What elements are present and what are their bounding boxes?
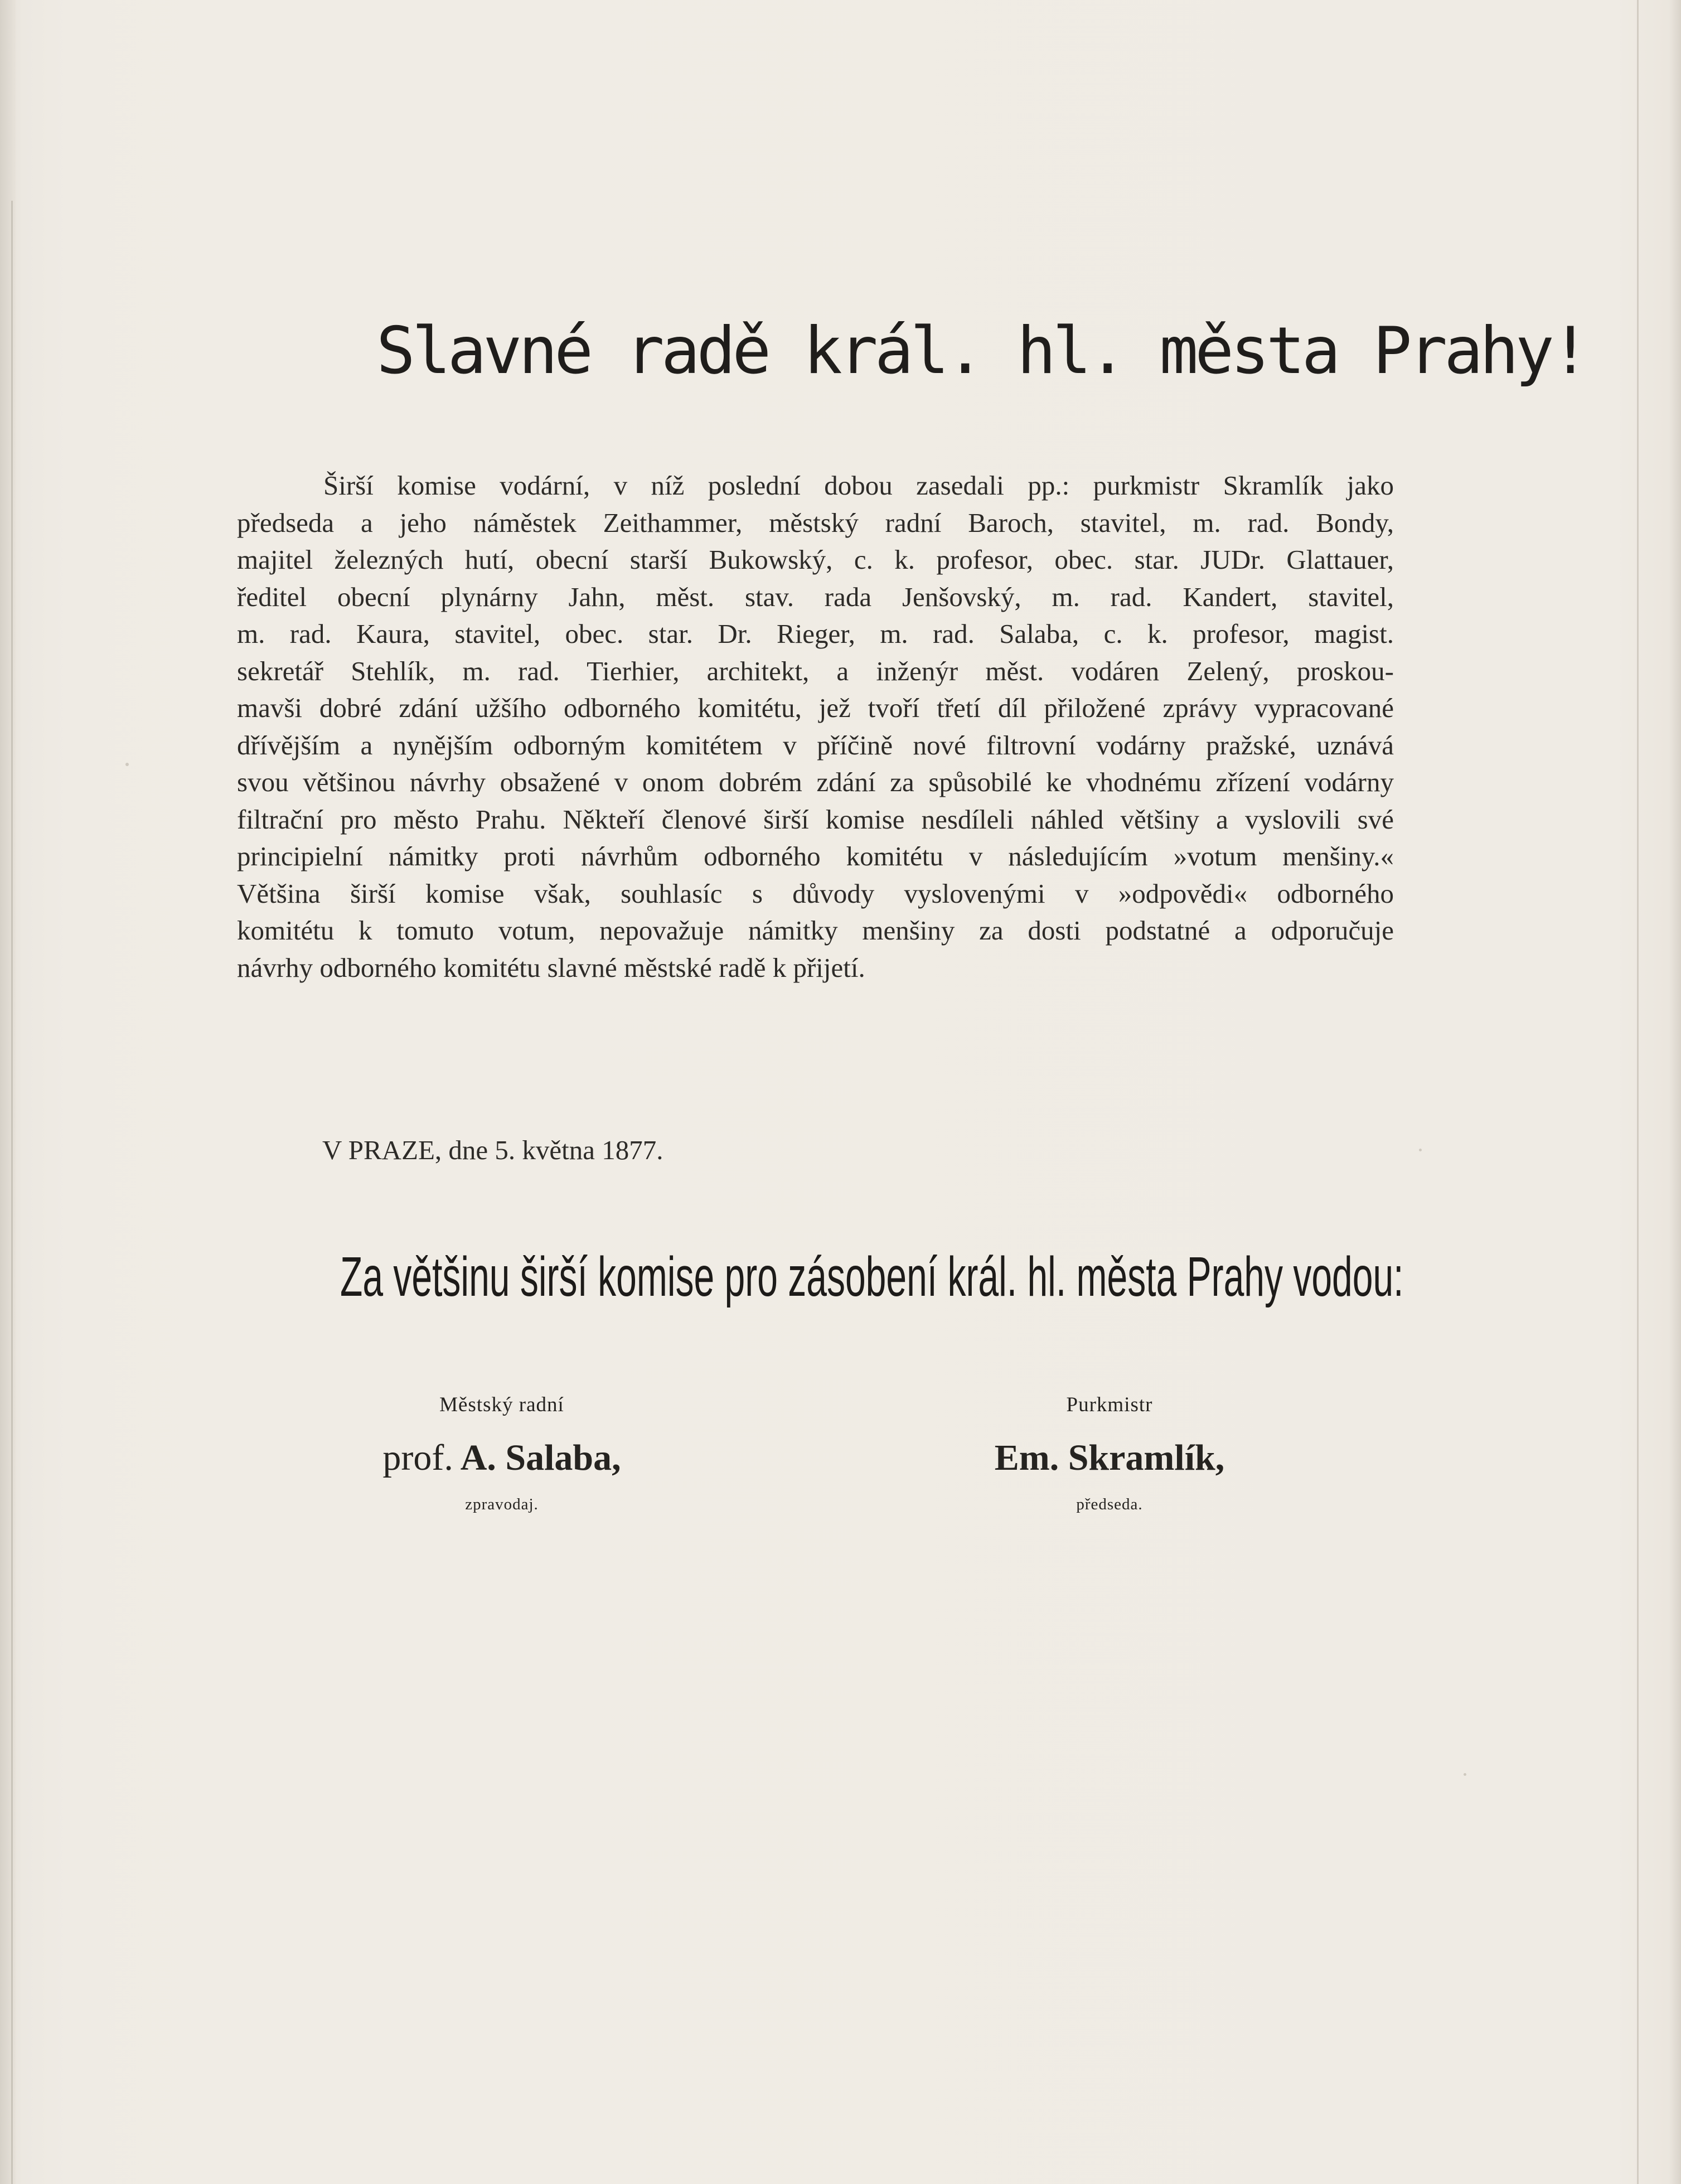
body-line: majitel železných hutí, obecní starší Bukowský, c. k. profesor, obec. star. JUDr. Glattauer,: [237, 544, 1394, 575]
signatory-title-prefix: prof.: [382, 1437, 453, 1478]
paper-speck: [1464, 1773, 1466, 1776]
date-line: V PRAZE, dne 5. května 1877.: [322, 1135, 663, 1165]
signature-block-right: [965, 1388, 1254, 1515]
committee-heading: Za většinu širší komise pro zásobení král. hl. města Prahy vodou:: [340, 1246, 1404, 1308]
body-line: dřívějším a nynějším odborným komitétem v příčině nové filtrovní vodárny pražské, uznává: [237, 729, 1394, 761]
signatory-name-text: A. Salaba,: [460, 1437, 621, 1478]
body-line: Širší komise vodární, v níž poslední dobou zasedali pp.: purkmistr Skramlík jako: [323, 470, 1394, 501]
signatory-function: zpravodaj.: [465, 1495, 539, 1513]
body-line: sekretář Stehlík, m. rad. Tierhier, architekt, a inženýr měst. vodáren Zelený, proskou-: [237, 655, 1394, 686]
body-line: principielní námitky proti návrhům odborného komitétu v následujícím »votum menšiny.«: [237, 841, 1394, 871]
body-line: ředitel obecní plynárny Jahn, měst. stav. rada Jenšovský, m. rad. Kandert, stavitel,: [237, 581, 1394, 612]
signatory-name: [357, 1427, 647, 1489]
body-line: m. rad. Kaura, stavitel, obec. star. Dr. Rieger, m. rad. Salaba, c. k. profesor, magist.: [237, 618, 1394, 649]
page-right-edge: [1669, 0, 1681, 2184]
body-line: předseda a jeho náměstek Zeithammer, městský radní Baroch, stavitel, m. rad. Bondy,: [237, 507, 1394, 538]
paper-speck: [1419, 1149, 1422, 1151]
binding-shadow-line: [11, 201, 13, 2184]
body-line: mavši dobré zdání užšího odborného komitétu, jež tvoří třetí díl přiložené zprávy vypracované: [237, 693, 1394, 723]
signatory-role: Městský radní: [439, 1393, 564, 1416]
signatory-function: předseda.: [1076, 1495, 1143, 1513]
page-fold-line: [1637, 0, 1639, 2184]
body-line: komitétu k tomuto votum, nepovažuje námitky menšiny za dosti podstatné a odporučuje: [237, 915, 1394, 946]
page-binding-edge: [0, 0, 16, 2184]
signature-block-left: [357, 1388, 647, 1515]
signatory-role: Purkmistr: [1066, 1393, 1153, 1416]
paper-speck: [125, 763, 129, 766]
signatory-name: Em. Skramlík,: [994, 1437, 1225, 1478]
body-line: návrhy odborného komitétu slavné městské radě k přijetí.: [237, 952, 865, 983]
body-line: Většina širší komise však, souhlasíc s důvody vyslovenými v »odpovědi« odborného: [237, 878, 1394, 909]
body-line: filtrační pro město Prahu. Někteří členové širší komise nesdíleli náhled většiny a vyslovili své: [237, 803, 1394, 835]
body-line: svou většinou návrhy obsažené v onom dobrém zdání za spůsobilé ke vhodnému zřízení vodárny: [237, 767, 1394, 797]
page-title: Slavné radě král. hl. města Prahy!: [376, 313, 1587, 389]
body-paragraph: [237, 467, 1394, 986]
